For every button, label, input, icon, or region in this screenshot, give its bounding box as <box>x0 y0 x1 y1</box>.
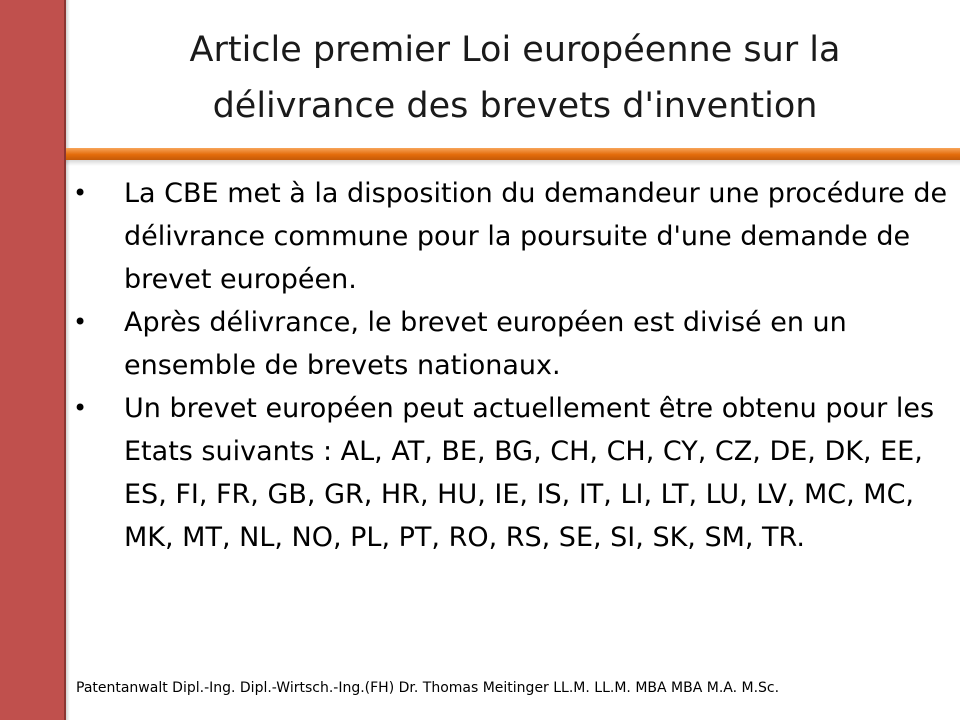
slide-title-line-2: délivrance des brevets d'invention <box>212 86 818 126</box>
side-accent-bar <box>0 0 66 720</box>
bullet-dot-icon: • <box>73 179 88 207</box>
bullet-item <box>70 172 950 301</box>
slide-footer: Patentanwalt Dipl.-Ing. Dipl.-Wirtsch.-Ing.(FH) Dr. Thomas Meitinger LL.M. LL.M. MBA MBA M.A. M.Sc. <box>76 680 780 696</box>
bullet-dot-icon: • <box>73 308 88 336</box>
slide-title <box>90 22 940 134</box>
bullet-list <box>70 172 950 559</box>
slide-title-line-1: Article premier Loi européenne sur la <box>189 30 841 70</box>
title-divider-shadow <box>66 160 960 166</box>
bullet-text: Après délivrance, le brevet européen est divisé en un ensemble de brevets nationaux. <box>124 307 847 381</box>
bullet-dot-icon: • <box>73 394 88 422</box>
title-divider <box>66 148 960 160</box>
bullet-item <box>70 301 950 387</box>
bullet-text: Un brevet européen peut actuellement être obtenu pour les Etats suivants : AL, AT, BE, BG, CH, CH, CY, CZ, DE, DK, EE, ES, FI, FR, GB, GR, HR, HU, IE, IS, IT, LI, LT, LU, LV, MC, MC, MK, MT, NL, NO, PL, PT, RO, RS, SE, SI, SK, SM, TR. <box>124 393 935 553</box>
bullet-item <box>70 387 950 559</box>
bullet-text: La CBE met à la disposition du demandeur une procédure de délivrance commune pour la poursuite d'une demande de brevet européen. <box>124 178 948 295</box>
